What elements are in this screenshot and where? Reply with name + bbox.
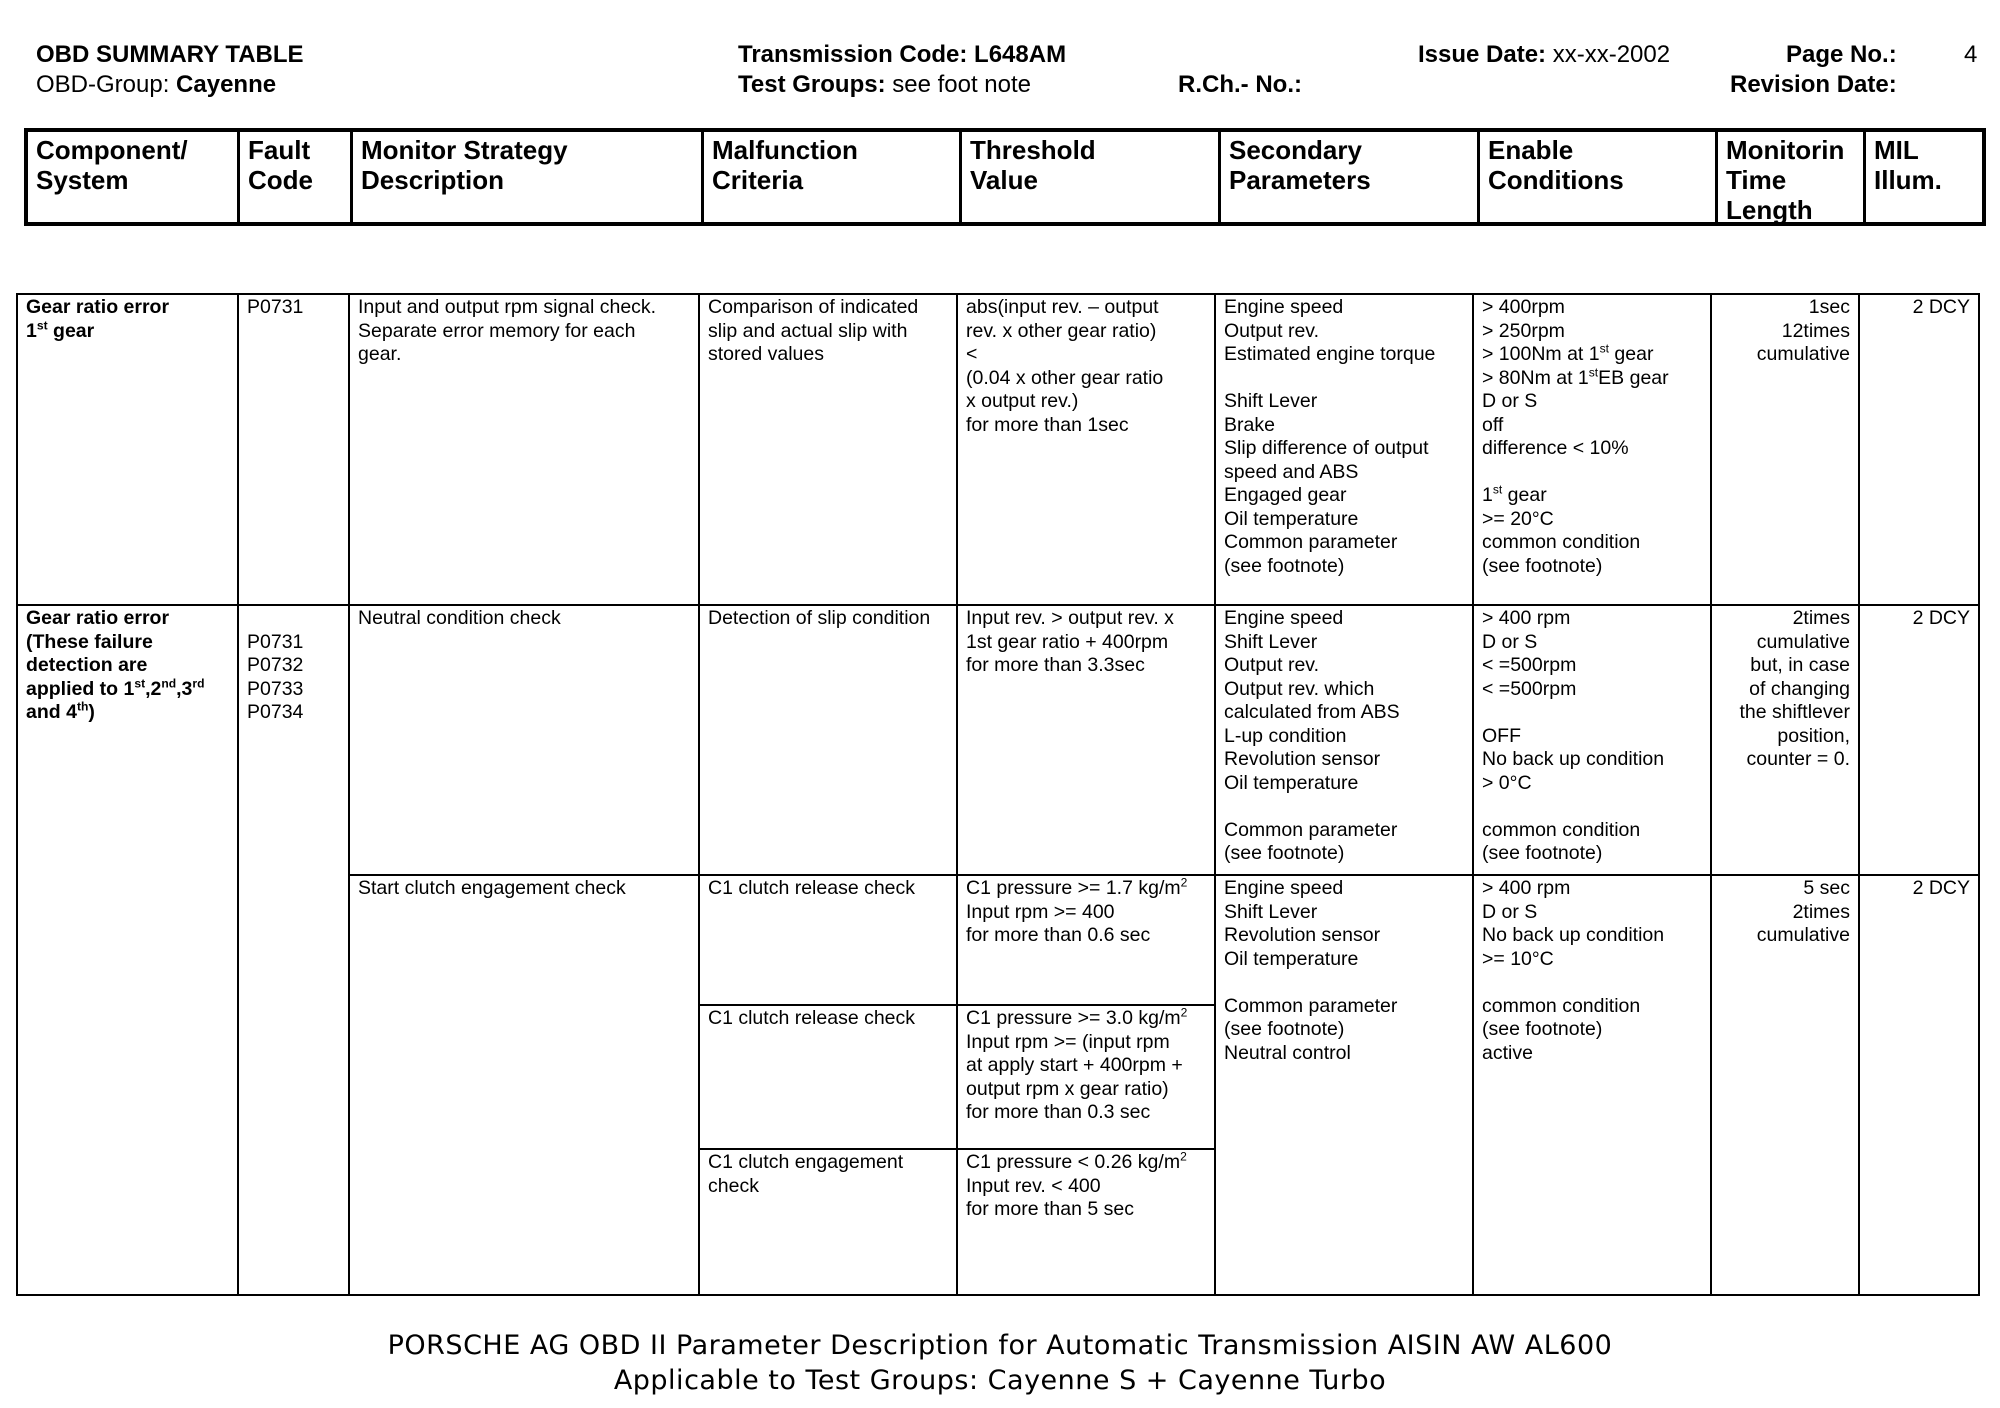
row3-sub3-threshold: C1 pressure < 0.26 $kg/m^2$ Input rev. < 400 for more than 5 sec — [966, 1149, 1187, 1220]
row2-monitor-strategy: Neutral condition check — [358, 607, 561, 629]
row3-sub2-malfunction: C1 clutch release check — [708, 1007, 916, 1029]
col-line-2 — [348, 293, 350, 1296]
row1-enable: > 400rpm > 250rpm > 100Nm at 1st gear > 80Nm at 1stEB gear D or S off difference < 10% 1st gear >= 20°C common condition (see footnote) — [1482, 296, 1669, 577]
obd-group-value: Cayenne — [176, 71, 277, 98]
row2-fault-codes: P0731 P0732 P0733 P0734 — [247, 630, 304, 723]
row1-monitor-strategy: Input and output rpm signal check. Separate error memory for each gear. — [358, 296, 657, 365]
test-groups-value: see foot note — [892, 71, 1032, 98]
rch-number: R.Ch.- No.: — [1178, 71, 1302, 98]
col-line-4 — [956, 293, 958, 1296]
row1-malfunction: Comparison of indicated slip and actual slip with stored values — [708, 296, 919, 365]
row1-mil: 2 DCY — [1912, 296, 1970, 318]
page-footer — [0, 1328, 2000, 1398]
row2-monitoring-time: 2times cumulative but, in case of changing the shiftlever position, counter = 0. — [1739, 607, 1850, 770]
issue-date — [1418, 40, 1670, 70]
row-line-1 — [16, 604, 1980, 606]
obd-group — [36, 70, 276, 100]
transmission-code: Transmission Code: L648AM — [738, 41, 1067, 68]
col-header-monitoring-time: Monitorin Time Length — [1715, 132, 1863, 222]
col-line-6 — [1472, 293, 1474, 1296]
row3-sub3-malfunction: C1 clutch engagement check — [708, 1151, 904, 1197]
revision-date: Revision Date: — [1730, 71, 1897, 98]
issue-date-value: xx-xx-2002 — [1552, 41, 1671, 68]
col-header-threshold: Threshold Value — [959, 132, 1218, 222]
row3-secondary: Engine speed Shift Lever Revolution sensor Oil temperature Common parameter (see footnote) Neutral control — [1224, 877, 1398, 1064]
row1-secondary: Engine speed Output rev. Estimated engine torque Shift Lever Brake Slip difference of output speed and ABS Engaged gear Oil temperature Common parameter (see footnote) — [1224, 296, 1436, 577]
row2-component: Gear ratio error (These failure detection are applied to 1st,2nd,3rd and 4th) — [26, 607, 205, 723]
col-header-component: Component/ System — [36, 135, 188, 195]
row-line-bottom — [16, 1294, 1980, 1296]
row3-mil: 2 DCY — [1912, 877, 1970, 899]
col-header-malfunction: Malfunction Criteria — [701, 132, 959, 222]
row2-malfunction: Detection of slip condition — [708, 607, 931, 629]
col-line-9 — [1978, 293, 1980, 1296]
row-line-top — [16, 293, 1980, 295]
row2-mil: 2 DCY — [1912, 607, 1970, 629]
row1-monitoring-time: 1sec 12times cumulative — [1756, 296, 1850, 365]
col-header-secondary: Secondary Parameters — [1218, 132, 1477, 222]
test-groups-label: Test Groups: — [738, 71, 893, 98]
row1-component: Gear ratio error 1st gear — [26, 296, 170, 342]
row3-sub1-threshold: C1 pressure >= 1.7 $kg/m^2$ Input rpm >= 400 for more than 0.6 sec — [966, 875, 1188, 946]
footer-line-2: Applicable to Test Groups: Cayenne S + Cayenne Turbo — [613, 1365, 1387, 1396]
col-header-mil: MIL Illum. — [1863, 132, 1986, 222]
page-no-value: 4 — [1964, 41, 1978, 68]
doc-title: OBD SUMMARY TABLE — [36, 41, 304, 68]
column-header-row — [24, 128, 1986, 226]
row3-monitor-strategy: Start clutch engagement check — [358, 877, 626, 899]
col-line-5 — [1214, 293, 1216, 1296]
col-header-monitor-strategy: Monitor Strategy Description — [350, 132, 701, 222]
row2-threshold: Input rev. > output rev. x 1st gear ratio + 400rpm for more than 3.3sec — [966, 607, 1174, 676]
row3-monitoring-time: 5 sec 2times cumulative — [1756, 877, 1850, 946]
col-header-enable: Enable Conditions — [1477, 132, 1715, 222]
row1-threshold: abs(input rev. – output rev. x other gear ratio) < (0.04 x other gear ratio x output rev.) for more than 1sec — [966, 296, 1164, 436]
col-line-8 — [1858, 293, 1860, 1296]
test-groups — [738, 70, 1031, 100]
page-no-label: Page No.: — [1786, 41, 1897, 68]
col-line-7 — [1710, 293, 1712, 1296]
col-line-0 — [16, 293, 18, 1296]
row-line-2 — [348, 874, 1980, 876]
row3-enable: > 400 rpm D or S No back up condition >= 10°C common condition (see footnote) active — [1482, 877, 1665, 1064]
col-header-fault-code: Fault Code — [237, 132, 350, 222]
issue-date-label: Issue Date: — [1418, 41, 1553, 68]
row2-secondary: Engine speed Shift Lever Output rev. Output rev. which calculated from ABS L-up condition Revolution sensor Oil temperature Common parameter (see footnote) — [1224, 607, 1400, 864]
col-line-1 — [237, 293, 239, 1296]
row3-sub1-malfunction: C1 clutch release check — [708, 877, 916, 899]
obd-group-label: OBD-Group: — [36, 71, 177, 98]
row1-fault-code: P0731 — [247, 296, 304, 318]
row2-enable: > 400 rpm D or S < =500rpm < =500rpm OFF No back up condition > 0°C common condition (see footnote) — [1482, 607, 1665, 864]
footer-line-1: PORSCHE AG OBD II Parameter Description for Automatic Transmission AISIN AW AL600 — [387, 1330, 1613, 1361]
col-line-3 — [698, 293, 700, 1296]
row3-sub2-threshold: C1 pressure >= 3.0 $kg/m^2$ Input rpm >= (input rpm at apply start + 400rpm + output rpm x gear ratio) for more than 0.3 sec — [966, 1005, 1188, 1123]
